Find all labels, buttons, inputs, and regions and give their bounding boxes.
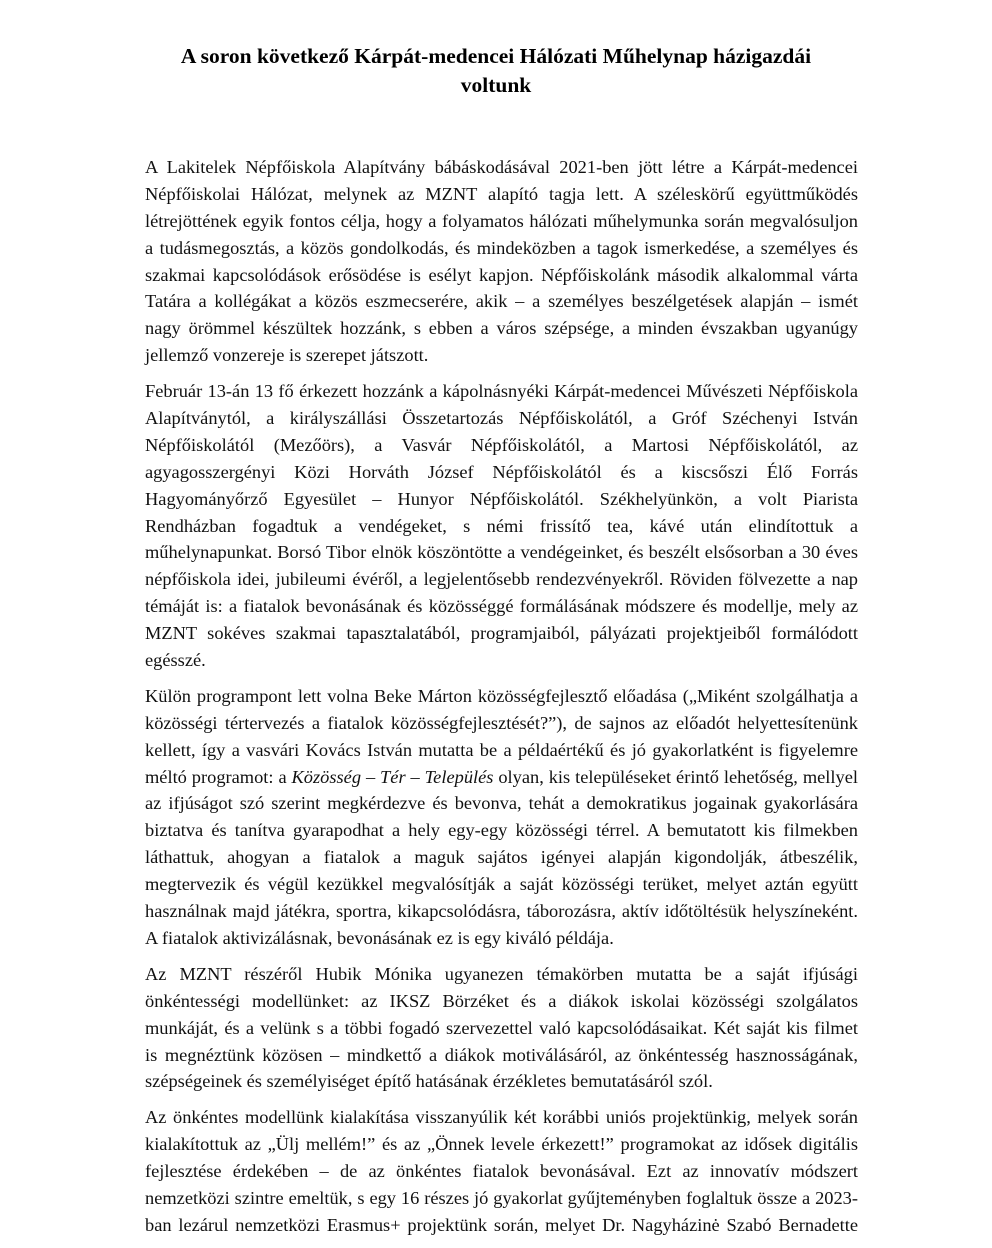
- paragraph-intro: [145, 154, 858, 369]
- text-line: Rendházban fogadtuk a vendégeket, s némi frissítő tea, kávé után elindítottuk a: [145, 515, 858, 536]
- text-line: kialakítottuk az „Ülj mellém!” és az „Önnek levele érkezett!” programokat az idősek digitális: [145, 1134, 858, 1155]
- text-line: biztatva és tanítva gyarapodhat a hely egy-egy közösségi térrel. A bemutatott kis filmekben: [145, 820, 858, 841]
- text-line: is megnéztünk közösen – mindkettő a diákok motiválásáról, az önkéntesség hasznosságának,: [145, 1044, 858, 1065]
- paragraph-program: [145, 683, 858, 952]
- text-line: A fiatalok aktivizálásnak, bevonásának ez is egy kiváló példája.: [145, 927, 614, 948]
- text-line: egésszé.: [145, 650, 206, 671]
- article-title: [120, 42, 872, 100]
- text-line: kellett, így a vasvári Kovács István mutatta be a példaértékű és jó gyakorlatként is figyelemre: [145, 739, 858, 760]
- text-line: MZNT sokéves szakmai tapasztalatából, programjaiból, pályázati projektjeiből formálódott: [145, 623, 858, 644]
- text-line: nagy örömmel készültek hozzánk, s ebben a város szépsége, a minden évszakban ugyanúgy: [145, 318, 858, 339]
- text-line: önkéntességi modellünket: az IKSZ Börzéket és a diákok iskolai közösségi szolgálatos: [145, 990, 858, 1011]
- text-line: megtervezik és végül kezükkel megvalósítják a saját közösségi terüket, melyet aztán együtt: [145, 874, 858, 895]
- text-line: szakmai kapcsolódások erősödése is esélyt kapjon. Népfőiskolánk második alkalommal várta: [145, 264, 858, 285]
- text-line: A Lakitelek Népfőiskola Alapítvány bábáskodásával 2021-ben jött létre a Kárpát-medencei: [145, 157, 858, 177]
- text-line: népfőiskola idei, jubileumi évéről, a legjelentősebb rendezvényekről. Röviden fölvezette a nap: [145, 569, 858, 590]
- text-line: méltó programot: a Közösség – Tér – Település olyan, kis településeket érintő lehetőség, mellyel: [145, 766, 858, 787]
- text-line: műhelynapunkat. Borsó Tibor elnök köszöntötte a vendégeinket, és beszélt elsősorban a 30 éves: [145, 542, 858, 563]
- text-line: munkáját, és a velünk s a többi fogadó szervezettel való kapcsolódásaikat. Két saját kis filmet: [145, 1017, 858, 1038]
- text-line: Hagyományőrző Egyesület – Hunyor Népfőiskolától. Székhelyünkön, a volt Piarista: [145, 488, 858, 509]
- title-line: voltunk: [460, 73, 532, 97]
- text-line: ban lezárul nemzetközi Erasmus+ projektünk során, melyet Dr. Nagyházinė Szabó Bernadette: [145, 1214, 858, 1235]
- title-line: A soron következő Kárpát-medencei Hálózati Műhelynap házigazdái: [180, 44, 812, 68]
- text-line: a tudásmegosztás, a közös gondolkodás, és mindeközben a tagok ismerkedése, a személyes és: [145, 237, 858, 258]
- text-line: Február 13-án 13 fő érkezett hozzánk a kápolnásnyéki Kárpát-medencei Művészeti Népfőiskola: [145, 381, 858, 402]
- text-line: létrejöttének egyik fontos célja, hogy a folyamatos hálózati műhelymunka során megvalósuljon: [145, 210, 858, 231]
- text-line: Az MZNT részéről Hubik Mónika ugyanezen témakörben mutatta be a saját ifjúsági: [145, 963, 858, 984]
- text-line: Népfőiskolai Hálózat, melynek az MZNT alapító tagja lett. A széleskörű együttműködés: [145, 183, 858, 204]
- text-line: közösségi tértervezés a fiatalok közösségfejlesztését?”), de sajnos az előadót helyettesítenünk: [145, 712, 858, 733]
- text-line: Az önkéntes modellünk kialakítása visszanyúlik két korábbi uniós projektünkig, melyek során: [145, 1107, 858, 1128]
- text-line: Külön programpont lett volna Beke Márton közösségfejlesztő előadása („Miként szolgálhatja a: [145, 685, 858, 706]
- text-line: használnak majd játékra, sportra, kikapcsolódásra, táborozásra, aktív időtöltésük helyszíneként.: [145, 901, 858, 922]
- paragraph-eu-projects: [145, 1104, 858, 1238]
- paragraph-volunteering-model: [145, 961, 858, 1095]
- text-line: Népfőiskolától (Mezőörs), a Vasvár Népfőiskolától, a Martosi Népfőiskolától, az: [145, 434, 858, 455]
- text-line: jellemző vonzereje is szerepet játszott.: [145, 345, 429, 366]
- text-line: szépségeinek és személyiséget építő hatásának érzékletes bemutatásáról szól.: [145, 1071, 713, 1092]
- text-line: fejlesztése érdekében – de az önkéntes fiatalok bevonásával. Ezt az innovatív módszert: [145, 1161, 858, 1182]
- text-line: láthattuk, ahogyan a fiatalok a maguk sajátos igényei alapján kigondolják, átbeszélik,: [145, 847, 858, 868]
- text-line: az ifjúságot szó szerint megkérdezve és bevonva, tehát a demokratikus jogainak gyakorlására: [145, 793, 858, 814]
- article-body: [145, 154, 858, 1248]
- text-line: témáját is: a fiatalok bevonásának és közösséggé formálásának módszere és modellje, mely az: [145, 596, 858, 617]
- text-line: agyagosszergényi Közi Horváth József Népfőiskolától és a kiscsőszi Élő Forrás: [145, 461, 858, 482]
- paragraph-visitors: [145, 378, 858, 674]
- text-line: nemzetközi szintre emeltük, s egy 16 részes jó gyakorlat gyűjteményben foglaltuk össze a 2023-: [145, 1187, 858, 1208]
- italic-program-name: Közösség – Tér – Település: [291, 766, 494, 787]
- text-line: Tatára a kollégákat a közös eszmecserére, akik – a személyes beszélgetések alapján – ismét: [145, 291, 858, 312]
- text-line: Alapítványtól, a királyszállási Összetartozás Népfőiskolától, a Gróf Széchenyi István: [145, 408, 858, 429]
